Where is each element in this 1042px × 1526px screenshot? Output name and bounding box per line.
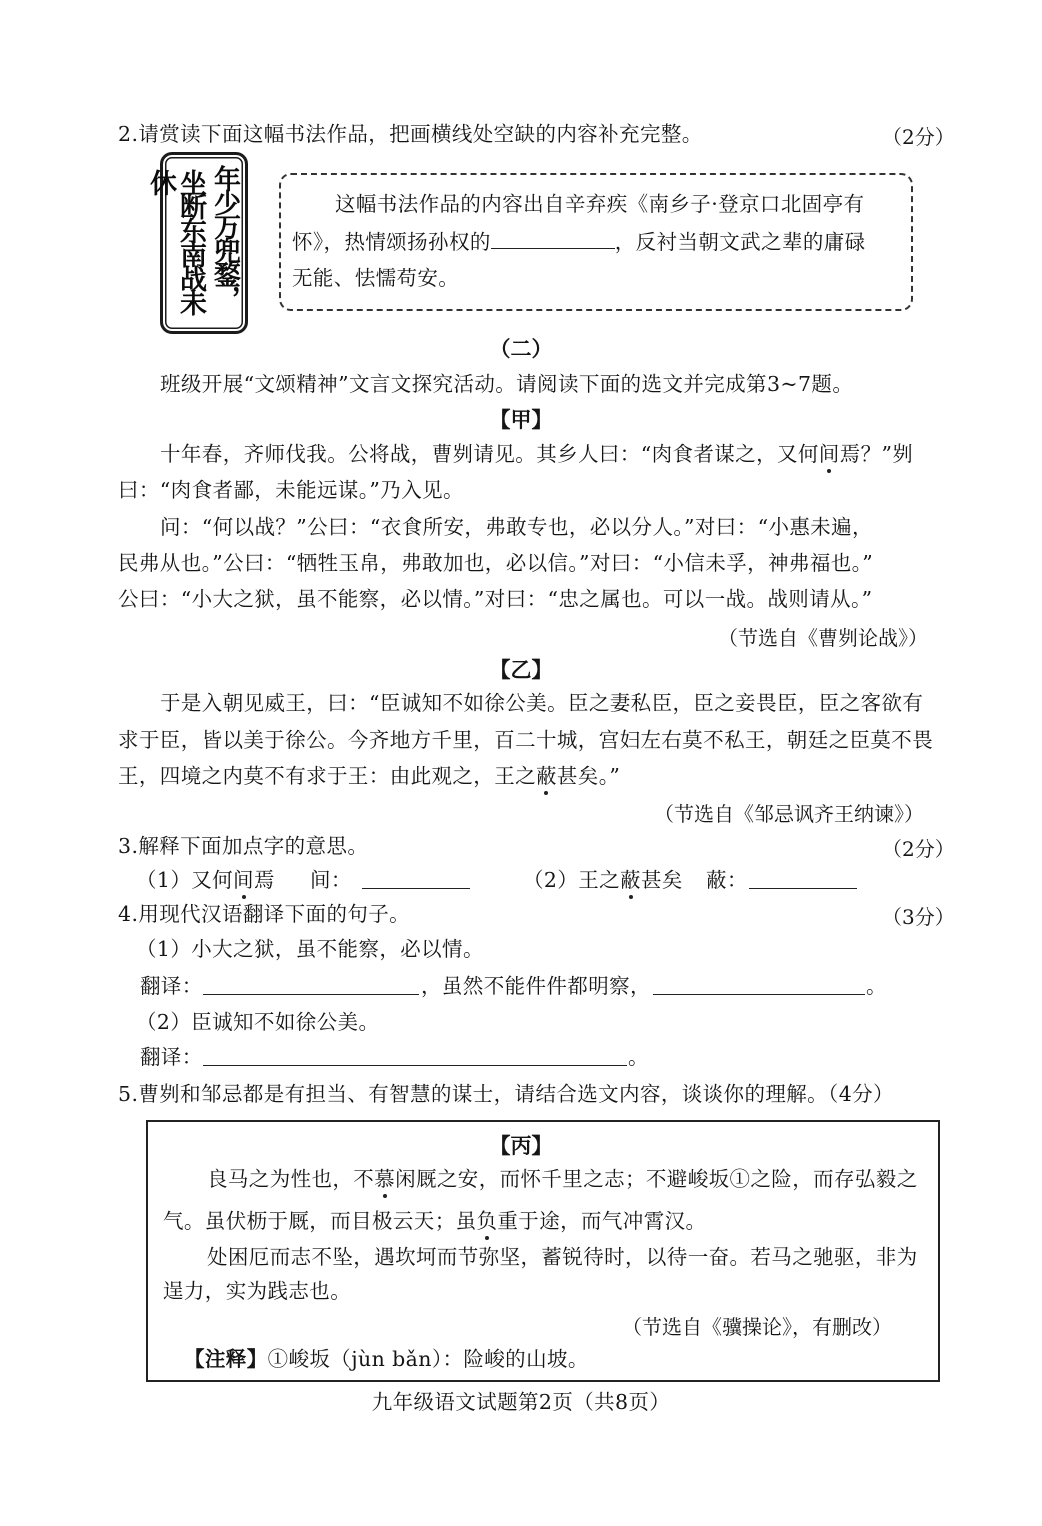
yi-line2: 求于臣，皆以美于徐公。今齐地方千里，百二十城，宫妇左右莫不私王，朝廷之臣莫不畏	[118, 728, 934, 752]
jia-p2-line1: 问：“何以战？”公曰：“衣食所安，弗敢专也，必以分人。”对曰：“小惠未遍，	[160, 515, 873, 539]
bing-l2a: 气。虽伏枥于厩，而目极云天；虽	[163, 1209, 477, 1233]
q3-item1-a: （1）又何	[136, 868, 234, 892]
bing-note-text: ①峻坂（jùn bǎn）：险峻的山坡。	[267, 1347, 589, 1371]
bing-line3: 处困厄而志不坠，遇坎坷而节弥坚，蓄锐待时，以待一奋。若马之驰驱，非为	[207, 1245, 918, 1269]
jia-p1-line1	[160, 440, 913, 468]
q2-prompt: 2.请赏读下面这幅书法作品，把画横线处空缺的内容补充完整。	[118, 122, 703, 146]
q3-item1	[136, 866, 275, 894]
bing-line4: 逞力，实为践志也。	[163, 1279, 352, 1303]
bing-note-label: 【注释】	[184, 1347, 268, 1371]
q4-trans1-mid: ，虽然不能件件都明察，	[421, 974, 651, 998]
q2-box-line3: 无能、怯懦苟安。	[292, 266, 460, 290]
dotted-char-fu: 负	[476, 1209, 498, 1233]
page-footer: 九年级语文试题第2页（共8页）	[371, 1390, 671, 1414]
q3-item2	[523, 866, 683, 894]
q3-prompt: 3.解释下面加点字的意思。	[118, 834, 369, 858]
q3-item1-dotted: 间	[233, 868, 254, 892]
bing-l1a: 良马之为性也，不	[207, 1167, 375, 1191]
yi-l3b: 甚矣。”	[556, 764, 621, 788]
yi-l3a: 王，四境之内莫不有求于王：由此观之，王之	[118, 764, 536, 788]
q3-item1-b: 焉	[253, 868, 275, 892]
q4-prompt: 4.用现代汉语翻译下面的句子。	[118, 902, 411, 926]
q3-item2-a: （2）王之	[523, 868, 621, 892]
calligraphy-seal	[145, 152, 248, 334]
q4-item2: （2）臣诚知不如徐公美。	[136, 1010, 380, 1034]
yi-line1: 于是入朝见威王，曰：“臣诚知不如徐公美。臣之妻私臣，臣之妾畏臣，臣之客欲有	[160, 691, 924, 715]
q4-trans1-blank-b[interactable]	[653, 974, 865, 995]
q4-trans2-end: 。	[628, 1045, 649, 1069]
bing-l2b: 重于途，而气冲霄汉。	[497, 1209, 707, 1233]
q3-score: （2分）	[882, 837, 955, 861]
q5-prompt: 5.曹刿和邹忌都是有担当、有智慧的谋士，请结合选文内容，谈谈你的理解。（4分）	[118, 1082, 894, 1106]
jia-p2-line2: 民弗从也。”公曰：“牺牲玉帛，弗敢加也，必以信。”对曰：“小信未孚，神弗福也。”	[118, 551, 874, 575]
dotted-char-bi: 蔽	[536, 764, 557, 788]
q4-item1: （1）小大之狱，虽不能察，必以情。	[136, 937, 484, 961]
q4-trans2-blank[interactable]	[203, 1045, 627, 1066]
yi-title: 【乙】	[489, 657, 553, 682]
q4-trans1-end: 。	[866, 974, 887, 998]
jia-p1-line2: 曰：“肉食者鄙，未能远谋。”乃入见。	[118, 478, 464, 502]
jia-title: 【甲】	[489, 407, 553, 432]
q3-item2-b: 甚矣	[640, 868, 683, 892]
q3-item2-dotted: 蔽	[620, 868, 641, 892]
bing-l1b: 闲厩之安，而怀千里之志；不避峻坂①之险，而存弘毅之	[395, 1167, 918, 1191]
q4-trans1-label: 翻译：	[140, 974, 203, 998]
calligraphy-col-right: 年少万兜鍪，	[209, 165, 240, 309]
q4-score: （3分）	[882, 905, 955, 929]
q3-answer1-blank[interactable]	[362, 868, 470, 889]
q2-box-line2-b: ，反衬当朝文武之辈的庸碌	[614, 230, 866, 254]
q2-box-line2-a: 怀》，热情颂扬孙权的	[292, 230, 491, 254]
section-intro: 班级开展“文颂精神”文言文探究活动。请阅读下面的选文并完成第3~7题。	[160, 372, 854, 396]
q2-box-line1: 这幅书法作品的内容出自辛弃疾《南乡子·登京口北固亭有	[335, 192, 865, 216]
calligraphy-col-left: 坐断东南战未休	[145, 169, 206, 313]
q2-box-line2	[292, 228, 866, 256]
q2-score: （2分）	[882, 125, 955, 149]
jia-source: （节选自《曹刿论战》）	[718, 626, 928, 650]
q2-answer-blank[interactable]	[491, 228, 615, 249]
bing-source: （节选自《骥操论》，有删改）	[622, 1315, 892, 1339]
dotted-char-mu: 慕	[374, 1167, 396, 1191]
q3-item1-label: 间：	[310, 868, 352, 892]
bing-line2	[163, 1207, 706, 1235]
bing-line1	[207, 1165, 918, 1193]
q4-trans2-label: 翻译：	[140, 1045, 203, 1069]
dotted-char-jian: 间	[818, 442, 840, 466]
jia-p1-l1b: 焉？”刿	[839, 442, 914, 466]
bing-title: 【丙】	[489, 1133, 553, 1158]
bing-note	[184, 1345, 589, 1373]
jia-p2-line3: 公曰：“小大之狱，虽不能察，必以情。”对曰：“忠之属也。可以一战。战则请从。”	[118, 587, 873, 611]
q3-answer2-blank[interactable]	[749, 868, 857, 889]
q3-item2-label: 蔽：	[706, 868, 748, 892]
section-title: （二）	[489, 336, 553, 361]
jia-p1-l1a: 十年春，齐师伐我。公将战，曹刿请见。其乡人曰：“肉食者谋之，又何	[160, 442, 819, 466]
yi-line3	[118, 762, 620, 790]
q4-trans1-blank-a[interactable]	[203, 974, 419, 995]
yi-source: （节选自《邹忌讽齐王纳谏》）	[654, 802, 924, 826]
